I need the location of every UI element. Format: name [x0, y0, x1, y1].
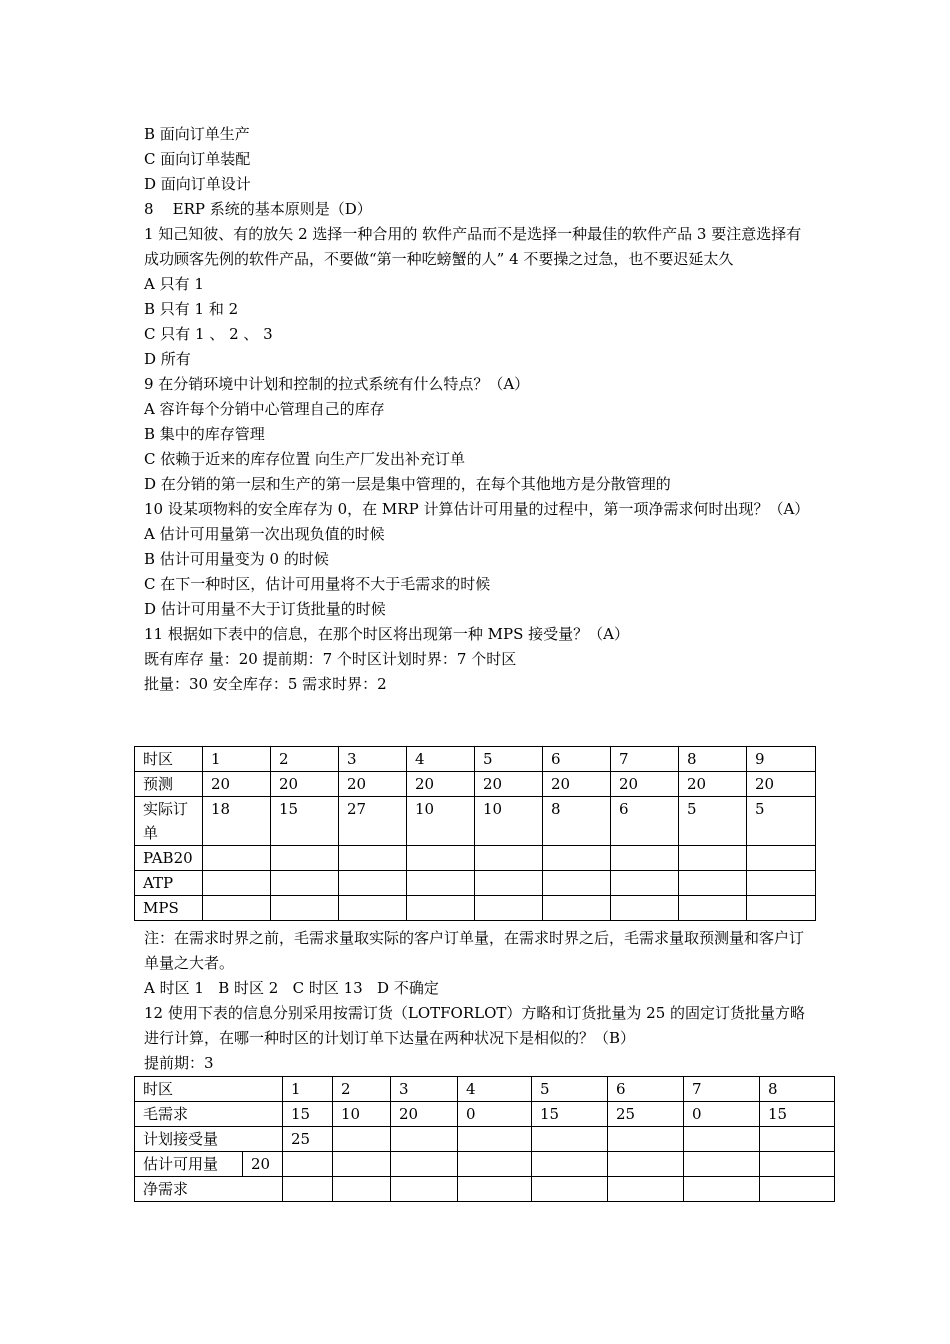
question-9-title: 9 在分销环境中计划和控制的拉式系统有什么特点？（A） [144, 375, 530, 393]
table-cell: 20 [407, 772, 475, 797]
text-line: C 面向订单装配 [144, 150, 251, 168]
option: D 估计可用量不大于订货批量的时候 [144, 600, 386, 618]
table-cell: 6 [608, 1077, 684, 1102]
table-cell: 25 [283, 1127, 333, 1152]
table-cell [684, 1177, 760, 1202]
table-cell [333, 1127, 391, 1152]
option: B 集中的库存管理 [144, 425, 265, 443]
table-cell [203, 896, 271, 921]
table-cell [333, 1152, 391, 1177]
table-row [135, 871, 816, 896]
table-cell: 27 [339, 797, 407, 846]
table-cell [271, 871, 339, 896]
question-8-body: 1 知己知彼、有的放矢 2 选择一种合用的 软件产品而不是选择一种最佳的软件产品 3 要注意选择有成功顾客先例的软件产品，不要做“第一种吃螃蟹的人” 4 不要操之过急，也不要迟延太久 [144, 225, 802, 268]
table-cell: 计划接受量 [135, 1127, 283, 1152]
table-cell: 20 [747, 772, 816, 797]
table-cell: 4 [407, 747, 475, 772]
table-cell: 3 [391, 1077, 458, 1102]
table-cell [611, 871, 679, 896]
option: C 在下一种时区，估计可用量将不大于毛需求的时候 [144, 575, 491, 593]
table-cell: 时区 [135, 1077, 283, 1102]
table-cell [532, 1152, 608, 1177]
table-cell: 时区 [135, 747, 203, 772]
table-cell: 15 [283, 1102, 333, 1127]
table-cell [611, 896, 679, 921]
table-cell [391, 1177, 458, 1202]
table-cell: 20 [243, 1152, 283, 1177]
table-row [135, 1152, 835, 1177]
table-row [135, 1177, 835, 1202]
document-body [144, 122, 814, 697]
question-11-info: 既有库存 量：20 提前期：7 个时区计划时界：7 个时区 [144, 650, 517, 668]
table-cell: 7 [684, 1077, 760, 1102]
table-cell: 20 [611, 772, 679, 797]
table-cell [271, 846, 339, 871]
table-cell [532, 1127, 608, 1152]
table-cell [679, 871, 747, 896]
table-cell: 8 [679, 747, 747, 772]
option: A 只有 1 [144, 275, 204, 293]
table-cell [760, 1177, 835, 1202]
table-cell [608, 1152, 684, 1177]
table-cell: 2 [333, 1077, 391, 1102]
table-cell [391, 1127, 458, 1152]
option: C 依赖于近来的库存位置 向生产厂发出补充订单 [144, 450, 466, 468]
table-cell: 20 [543, 772, 611, 797]
table-cell [543, 896, 611, 921]
table-cell: 20 [679, 772, 747, 797]
lot-sizing-table [134, 1076, 835, 1202]
table-cell: 1 [203, 747, 271, 772]
table-cell [475, 871, 543, 896]
table-cell: 0 [684, 1102, 760, 1127]
question-12-lead: 提前期：3 [144, 1054, 214, 1072]
table-cell [203, 846, 271, 871]
table-cell: 5 [475, 747, 543, 772]
table-cell [679, 846, 747, 871]
table-cell: 8 [760, 1077, 835, 1102]
table-cell: 估计可用量 [135, 1152, 243, 1177]
table-cell [283, 1152, 333, 1177]
table-row [135, 846, 816, 871]
table-cell: 10 [407, 797, 475, 846]
option: A 容许每个分销中心管理自己的库存 [144, 400, 385, 418]
table-cell: 0 [458, 1102, 532, 1127]
table-cell: 10 [475, 797, 543, 846]
table-cell: PAB20 [135, 846, 203, 871]
table-cell: 18 [203, 797, 271, 846]
document-body-continued [144, 926, 814, 1076]
table-cell: 3 [339, 747, 407, 772]
table-cell: ATP [135, 871, 203, 896]
table-cell: 15 [532, 1102, 608, 1127]
question-10-title: 10 设某项物料的安全库存为 0，在 MRP 计算估计可用量的过程中，第一项净需求何时出现？（A） [144, 500, 810, 518]
table-cell [271, 896, 339, 921]
table-row [135, 896, 816, 921]
table-cell [391, 1152, 458, 1177]
table-cell [684, 1127, 760, 1152]
table-cell [203, 871, 271, 896]
table-cell: 1 [283, 1077, 333, 1102]
option: D 在分销的第一层和生产的第一层是集中管理的，在每个其他地方是分散管理的 [144, 475, 671, 493]
table-cell [747, 896, 816, 921]
table-cell: 8 [543, 797, 611, 846]
table-cell: MPS [135, 896, 203, 921]
question-8-title: 8 ERP 系统的基本原则是（D） [144, 200, 372, 218]
table-header-row [135, 747, 816, 772]
table-cell [333, 1177, 391, 1202]
table-header-row [135, 1077, 835, 1102]
table-cell: 毛需求 [135, 1102, 283, 1127]
table-cell [611, 846, 679, 871]
table-cell: 15 [760, 1102, 835, 1127]
table-cell: 10 [333, 1102, 391, 1127]
table-cell: 7 [611, 747, 679, 772]
table-cell: 预测 [135, 772, 203, 797]
table-cell [747, 846, 816, 871]
table-cell: 25 [608, 1102, 684, 1127]
table-cell [608, 1127, 684, 1152]
table-cell [475, 896, 543, 921]
table-cell: 9 [747, 747, 816, 772]
question-11-note: 注：在需求时界之前，毛需求量取实际的客户订单量，在需求时界之后，毛需求量取预测量和客户订单量之大者。 [144, 929, 805, 972]
option: C 只有 1 、 2 、 3 [144, 325, 273, 343]
table-cell [760, 1127, 835, 1152]
text-line: B 面向订单生产 [144, 125, 250, 143]
table-cell: 15 [271, 797, 339, 846]
question-11-title: 11 根据如下表中的信息，在那个时区将出现第一种 MPS 接受量？（A） [144, 625, 629, 643]
table-cell: 20 [475, 772, 543, 797]
table-cell: 6 [611, 797, 679, 846]
table-cell [283, 1177, 333, 1202]
table-cell: 20 [339, 772, 407, 797]
table-cell [407, 846, 475, 871]
table-cell: 5 [747, 797, 816, 846]
table-row [135, 772, 816, 797]
table-cell: 20 [203, 772, 271, 797]
table-cell: 20 [271, 772, 339, 797]
text-line: D 面向订单设计 [144, 175, 251, 193]
table-cell [543, 871, 611, 896]
option: B 估计可用量变为 0 的时候 [144, 550, 329, 568]
table-cell [543, 846, 611, 871]
table-cell [747, 871, 816, 896]
table-cell [760, 1152, 835, 1177]
option: D 所有 [144, 350, 191, 368]
question-12-title: 12 使用下表的信息分别采用按需订货（LOTFORLOT）方略和订货批量为 25 的固定订货批量方略进行计算，在哪一种时区的计划订单下达量在两种状况下是相似的？（B） [144, 1004, 806, 1047]
table-cell: 实际订单 [135, 797, 203, 846]
option: A 估计可用量第一次出现负值的时候 [144, 525, 385, 543]
table-cell: 2 [271, 747, 339, 772]
table-cell: 净需求 [135, 1177, 283, 1202]
table-cell [339, 896, 407, 921]
table-row [135, 797, 816, 846]
table-row [135, 1102, 835, 1127]
mps-table [134, 746, 816, 921]
table-cell [407, 871, 475, 896]
table-cell: 6 [543, 747, 611, 772]
table-cell [458, 1177, 532, 1202]
table-cell [684, 1152, 760, 1177]
table-cell: 4 [458, 1077, 532, 1102]
table-cell [458, 1152, 532, 1177]
table-cell [339, 871, 407, 896]
question-11-answers: A 时区 1 B 时区 2 C 时区 13 D 不确定 [144, 979, 439, 997]
table-cell: 5 [532, 1077, 608, 1102]
table-cell [679, 896, 747, 921]
table-cell [339, 846, 407, 871]
table-cell [475, 846, 543, 871]
table-cell [608, 1177, 684, 1202]
table-cell: 20 [391, 1102, 458, 1127]
question-11-info: 批量：30 安全库存：5 需求时界：2 [144, 675, 387, 693]
table-row [135, 1127, 835, 1152]
table-cell [532, 1177, 608, 1202]
table-cell [407, 896, 475, 921]
option: B 只有 1 和 2 [144, 300, 239, 318]
table-cell [458, 1127, 532, 1152]
table-cell: 5 [679, 797, 747, 846]
